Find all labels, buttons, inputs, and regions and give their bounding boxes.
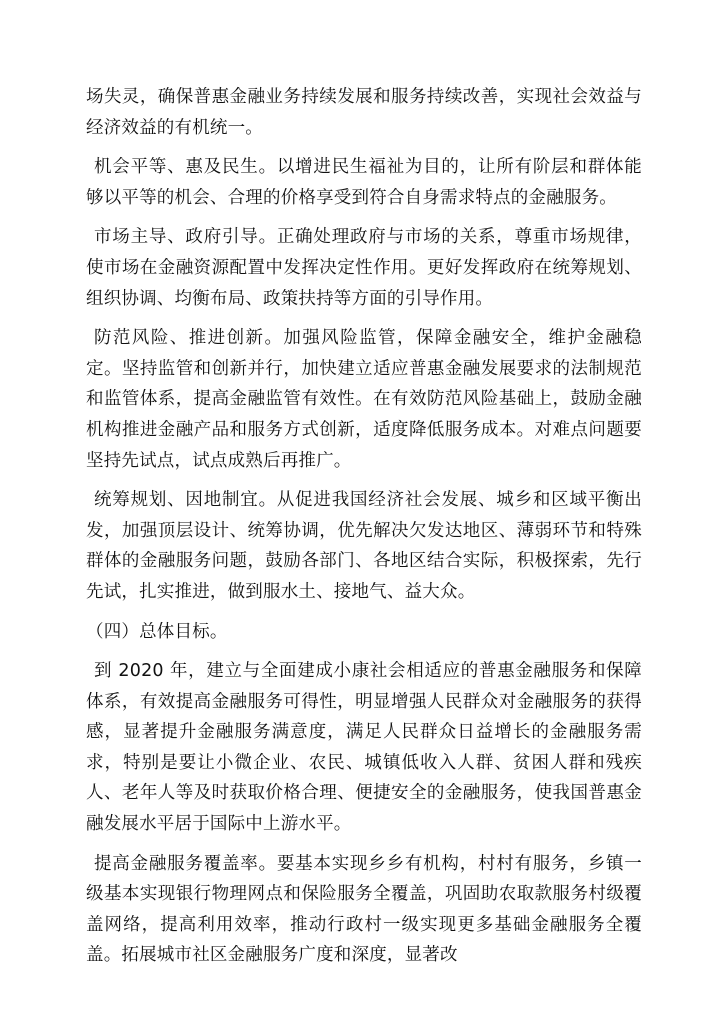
paragraph-equal-opportunity: 机会平等、惠及民生。以增进民生福祉为目的，让所有阶层和群体能够以平等的机会、合理的价格享受到符合自身需求特点的金融服务。	[86, 157, 642, 208]
paragraph-continuation: 场失灵，确保普惠金融业务持续发展和服务持续改善，实现社会效益与经济效益的有机统一。	[86, 87, 642, 138]
section-heading-overall-goals: （四）总体目标。	[86, 621, 228, 642]
paragraph-coverage-rate: 提高金融服务覆盖率。要基本实现乡乡有机构，村村有服务，乡镇一级基本实现银行物理网点和保险服务全覆盖，巩固助农取款服务村级覆盖网络，提高利用效率，推动行政村一级实现更多基础金融服务全覆盖。拓展城市社区金融服务广度和深度，显著改	[86, 853, 642, 966]
paragraph-market-led: 市场主导、政府引导。正确处理政府与市场的关系，尊重市场规律，使市场在金融资源配置中发挥决定性作用。更好发挥政府在统筹规划、组织协调、均衡布局、政策扶持等方面的引导作用。	[86, 227, 642, 309]
document-body	[86, 82, 642, 971]
paragraph-2020-goal: 到 2020 年，建立与全面建成小康社会相适应的普惠金融服务和保障体系，有效提高金融服务可得性，明显增强人民群众对金融服务的获得感，显著提升金融服务满意度，满足人民群众日益增长的金融服务需求，特别是要让小微企业、农民、城镇低收入人群、贫困人群和残疾人、老年人等及时获取价格合理、便捷安全的金融服务，使我国普惠金融发展水平居于国际中上游水平。	[86, 661, 642, 835]
paragraph-risk-innovation: 防范风险、推进创新。加强风险监管，保障金融安全，维护金融稳定。坚持监管和创新并行，加快建立适应普惠金融发展要求的法制规范和监管体系，提高金融监管有效性。在有效防范风险基础上，鼓励金融机构推进金融产品和服务方式创新，适度降低服务成本。对难点问题要坚持先试点，试点成熟后再推广。	[86, 328, 642, 471]
paragraph-overall-planning: 统筹规划、因地制宜。从促进我国经济社会发展、城乡和区域平衡出发，加强顶层设计、统筹协调，优先解决欠发达地区、薄弱环节和特殊群体的金融服务问题，鼓励各部门、各地区结合实际，积极探索，先行先试，扎实推进，做到服水土、接地气、益大众。	[86, 490, 642, 602]
